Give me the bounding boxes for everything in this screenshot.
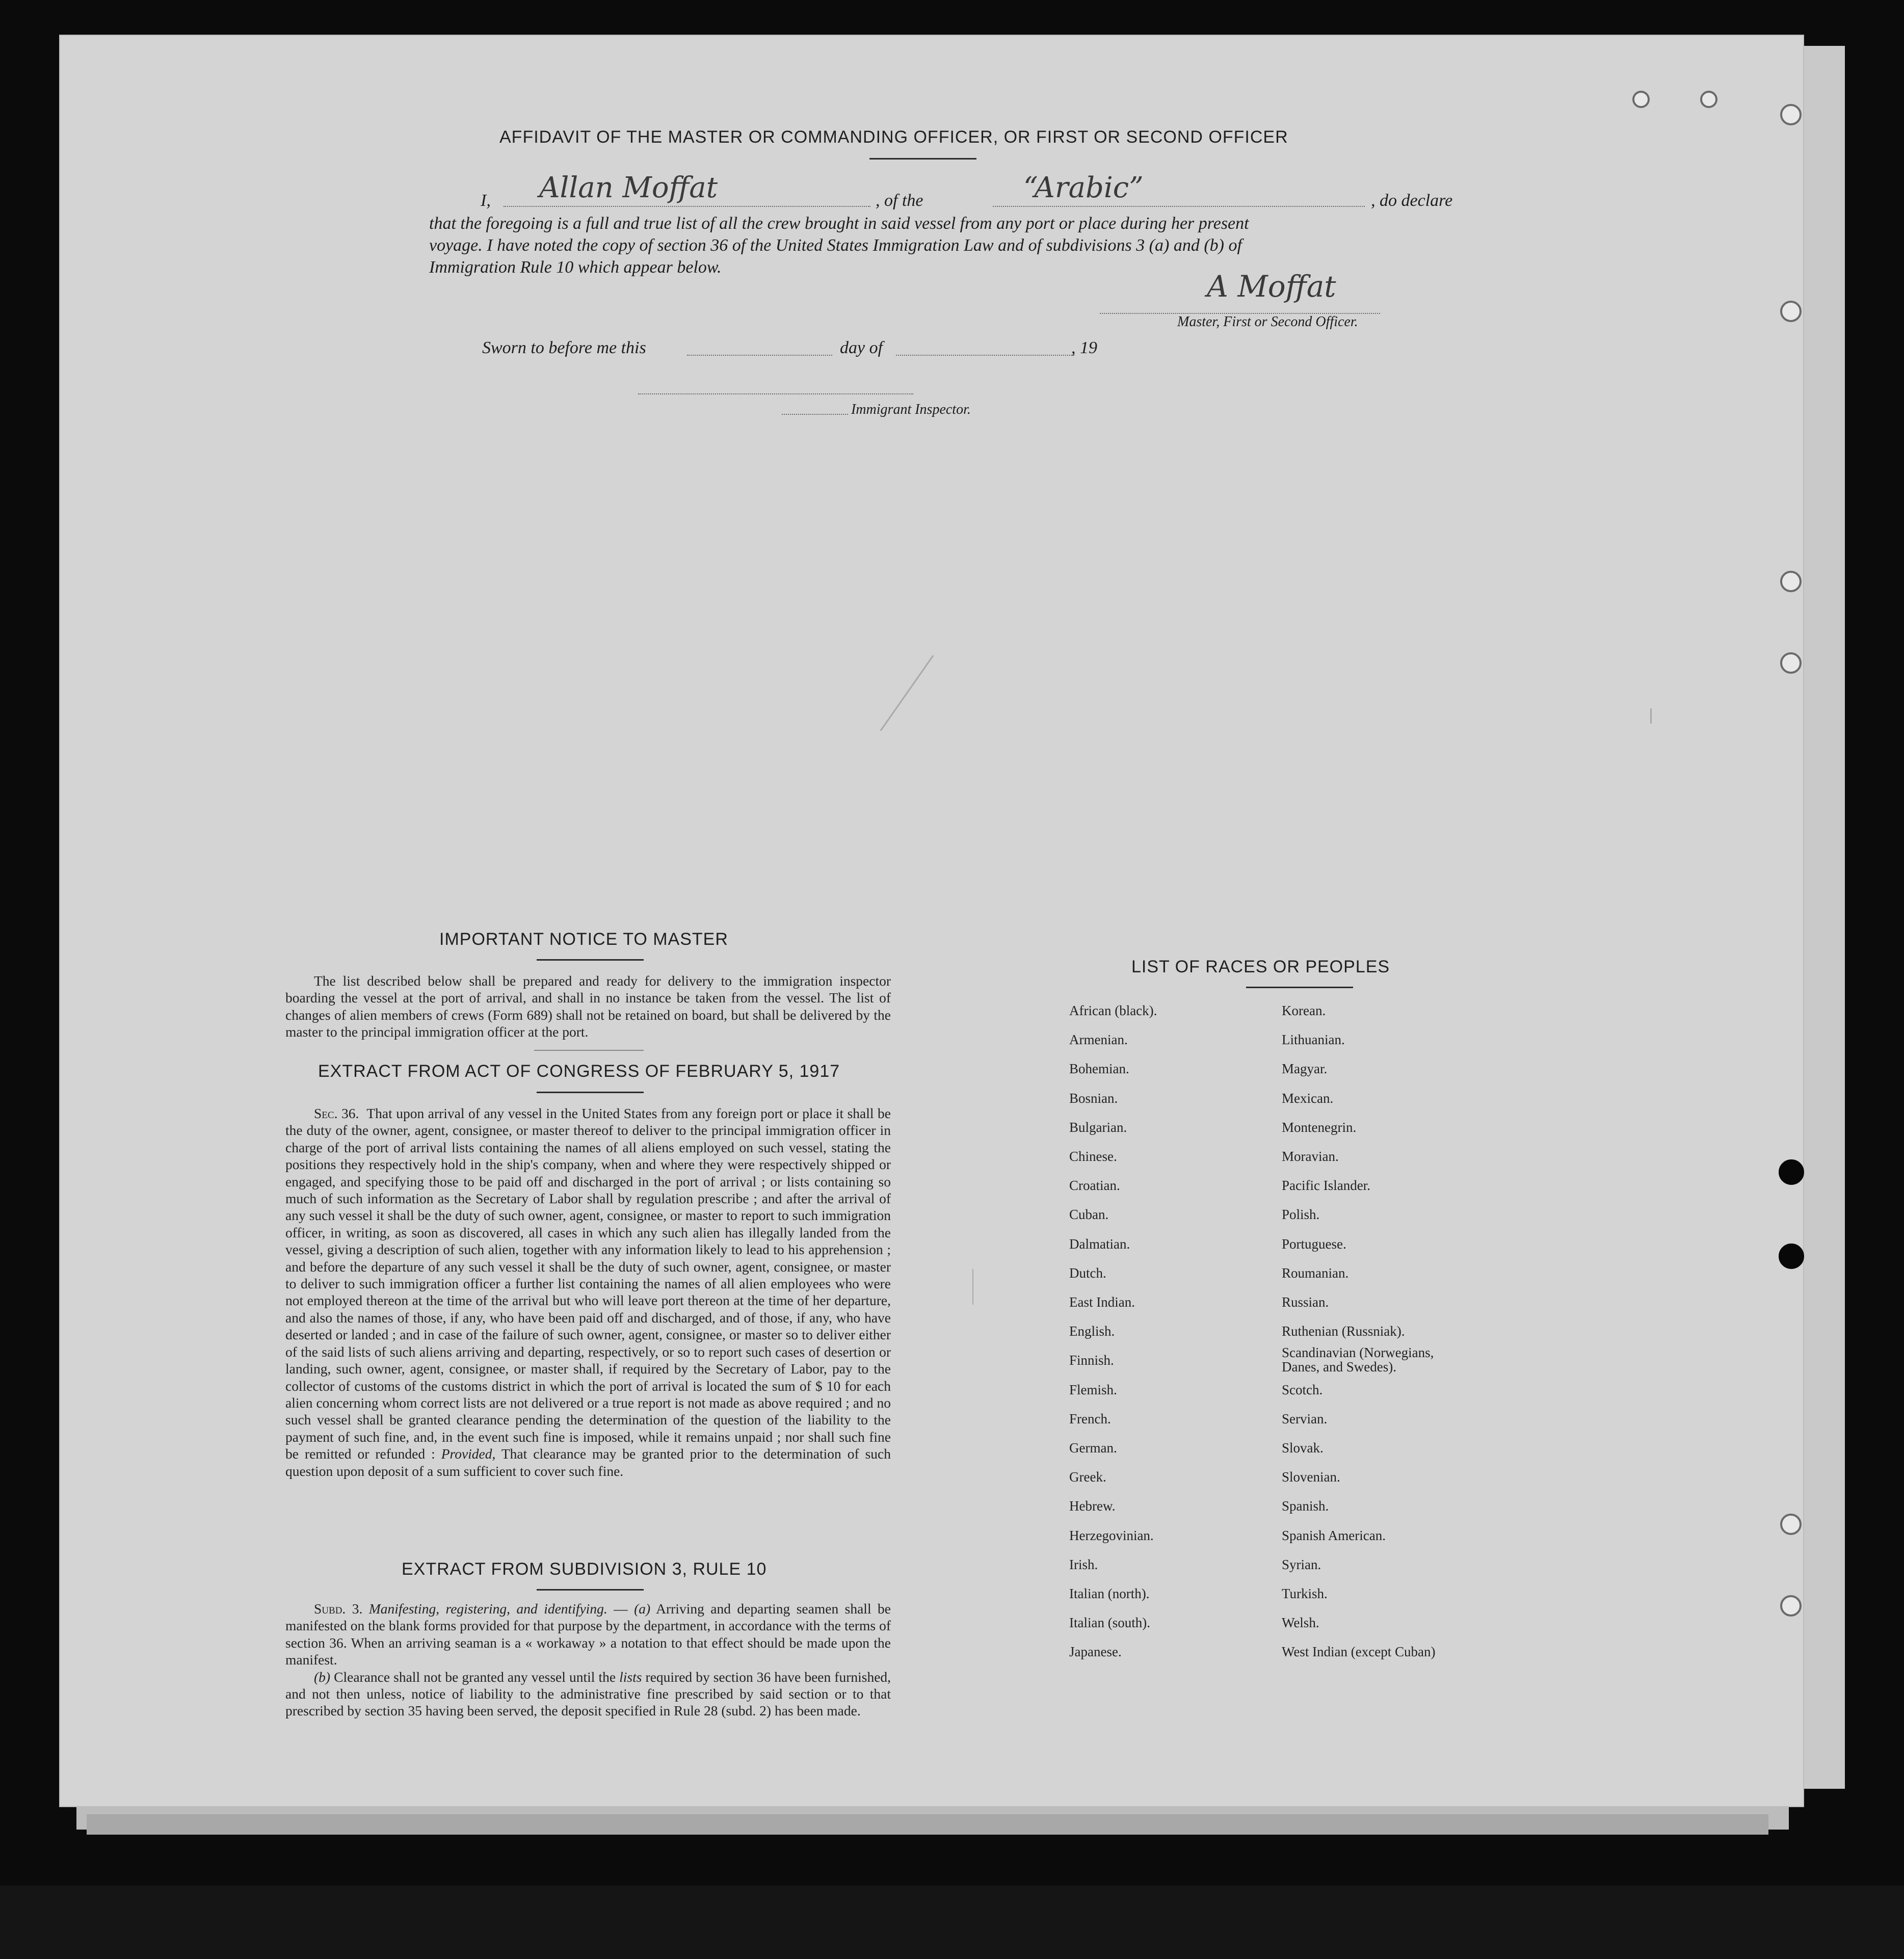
affidavit-line-3: voyage. I have noted the copy of section 36 of the United States Immigration Law and of subdivisions 3 (a) and (b) of — [429, 236, 1242, 255]
notice-title-underline — [537, 959, 644, 961]
affidavit-line-2: that the foregoing is a full and true list of all the crew brought in said vessel from any port or place during her present — [429, 214, 1249, 233]
act-extract-title: EXTRACT FROM ACT OF CONGRESS OF FEBRUARY 5, 1917 — [318, 1062, 840, 1081]
race-item: Hebrew. — [1069, 1498, 1116, 1514]
notice-title: IMPORTANT NOTICE TO MASTER — [439, 930, 728, 949]
inspector-caption: Immigrant Inspector. — [851, 402, 971, 417]
race-item: Slovenian. — [1282, 1469, 1340, 1485]
race-item: Greek. — [1069, 1469, 1106, 1485]
manifest-page — [60, 36, 1803, 1806]
races-title: LIST OF RACES OR PEOPLES — [1131, 957, 1390, 976]
inspector-signature-line — [638, 393, 913, 394]
race-item: Magyar. — [1282, 1061, 1328, 1077]
race-item: Turkish. — [1282, 1586, 1328, 1601]
punch-hole — [1780, 571, 1802, 592]
punch-hole — [1632, 91, 1650, 108]
race-item: Polish. — [1282, 1207, 1320, 1223]
race-item: Spanish American. — [1282, 1527, 1386, 1543]
race-item: Armenian. — [1069, 1032, 1128, 1048]
race-item: Moravian. — [1282, 1149, 1339, 1164]
affidavit-title: AFFIDAVIT OF THE MASTER OR COMMANDING OFFICER, OR FIRST OR SECOND OFFICER — [499, 127, 1288, 147]
do-declare-label: , do declare — [1371, 191, 1453, 210]
race-item: Italian (north). — [1069, 1586, 1150, 1601]
punch-hole — [1780, 301, 1802, 322]
signer-caption: Master, First or Second Officer. — [1177, 314, 1358, 330]
master-name-handwritten: Allan Moffat — [539, 171, 718, 204]
sworn-month-dotted-line — [896, 355, 1074, 356]
part-a-text: Arriving and departing seamen shall be manifested on the blank forms provided for that purpose by the department, in accordance with the terms of section 36. When an arriving seaman is a « workaway » a notation to that effect should be made upon the manifest. — [285, 1601, 891, 1668]
race-item: West Indian (except Cuban) — [1282, 1644, 1436, 1660]
race-item: Pacific Islander. — [1282, 1178, 1370, 1194]
race-item: Bulgarian. — [1069, 1119, 1127, 1135]
race-item: Scotch. — [1282, 1382, 1323, 1397]
part-b-label: (b) — [314, 1669, 331, 1685]
punch-hole — [1780, 1514, 1802, 1535]
affidavit-i-label: I, — [481, 191, 491, 210]
race-item: Irish. — [1069, 1556, 1098, 1572]
race-item: German. — [1069, 1440, 1117, 1455]
race-item: Korean. — [1282, 1003, 1326, 1018]
race-item: Lithuanian. — [1282, 1032, 1345, 1048]
part-b-text-2: required by section 36 have been furnished, and not then unless, notice of liability to the administrative fine prescribed by said section or to that prescribed by section 35 having been served, the deposit specified in Rule 28 (subd. 2) has been made. — [285, 1669, 891, 1719]
name-dotted-line — [504, 206, 870, 207]
punch-hole — [1779, 1159, 1804, 1185]
vessel-dotted-line — [993, 206, 1365, 207]
notice-text: The list described below shall be prepared and ready for delivery to the immigration inspector boarding the vessel at the port of arrival, and shall in no instance be taken from the vessel. The list of changes of alien members of crews (Form 689) shall not be retained on board, but shall be delivered by the master to the principal immigration officer at the port. — [285, 973, 891, 1040]
race-item: East Indian. — [1069, 1294, 1135, 1310]
punch-hole — [1779, 1243, 1804, 1269]
sworn-day-dotted-line — [687, 355, 832, 356]
race-item: Cuban. — [1069, 1207, 1109, 1223]
race-item: Portuguese. — [1282, 1236, 1346, 1252]
race-item: Welsh. — [1282, 1615, 1319, 1631]
race-item: Dutch. — [1069, 1265, 1106, 1281]
scan-border-bottom — [0, 1886, 1904, 1959]
race-item: English. — [1069, 1323, 1115, 1339]
underlying-sheet — [87, 1814, 1768, 1835]
race-item: Slovak. — [1282, 1440, 1324, 1455]
race-item: Dalmatian. — [1069, 1236, 1130, 1252]
race-item: Ruthenian (Russniak). — [1282, 1323, 1405, 1339]
race-item: Roumanian. — [1282, 1265, 1349, 1281]
page-edge — [1804, 46, 1845, 1789]
race-item: Herzegovinian. — [1069, 1527, 1154, 1543]
race-item: Bohemian. — [1069, 1061, 1129, 1077]
race-item: Italian (south). — [1069, 1615, 1150, 1631]
race-item: Finnish. — [1069, 1353, 1114, 1368]
scan-mark — [1650, 708, 1652, 724]
rule-extract-text-block: Subd. 3. Manifesting, registering, and identifying. — (a) Arriving and departing seamen shall be manifested on the blank forms provided for that purpose by the department, in accordance with the terms of section 36. When an arriving seaman is a « workaway » a notation to that effect should be made upon the manifest. (b) Clearance shall not be granted any vessel until the lists required by section 36 have been furnished, and not then unless, notice of liability to the administrative fine prescribed by said section or to that prescribed by section 35 having been served, the deposit specified in Rule 28 (subd. 2) has been made. — [285, 1601, 891, 1719]
race-item: Mexican. — [1282, 1090, 1334, 1106]
year-prefix-label: , 19 — [1071, 338, 1097, 357]
provided-word: Provided, — [441, 1446, 496, 1462]
affidavit-line-4: Immigration Rule 10 which appear below. — [429, 258, 722, 277]
rule-extract-title: EXTRACT FROM SUBDIVISION 3, RULE 10 — [402, 1559, 767, 1579]
race-item: Syrian. — [1282, 1556, 1321, 1572]
notice-text-block — [285, 972, 891, 1041]
vessel-name-handwritten: “Arabic” — [1023, 171, 1144, 204]
race-item: Spanish. — [1282, 1498, 1329, 1514]
act-title-underline — [537, 1092, 644, 1093]
race-item: Scandinavian (Norwegians, Danes, and Swedes). — [1282, 1345, 1434, 1375]
punch-hole — [1780, 1595, 1802, 1617]
subd-heading: Manifesting, registering, and identifying. — [368, 1601, 607, 1617]
races-title-underline — [1246, 987, 1353, 988]
scan-mark — [880, 655, 934, 731]
inspector-dotted-line — [782, 414, 848, 415]
officer-signature: A Moffat — [1207, 269, 1336, 304]
subd-label: Subd. 3. — [314, 1601, 363, 1617]
punch-hole — [1780, 652, 1802, 674]
punch-hole — [1780, 104, 1802, 125]
race-item: Flemish. — [1069, 1382, 1117, 1397]
part-b-lists: lists — [619, 1669, 642, 1685]
race-item: Chinese. — [1069, 1149, 1117, 1164]
act-extract-text-block — [285, 1105, 891, 1479]
race-item: Servian. — [1282, 1411, 1328, 1426]
title-underline — [869, 158, 976, 160]
act-section-text-end: That clearance may be granted prior to the determination of such question upon deposit of a sum sufficient to cover such fine. — [285, 1446, 891, 1479]
race-item: Croatian. — [1069, 1178, 1120, 1194]
part-a-label: (a) — [634, 1601, 651, 1617]
race-item: Japanese. — [1069, 1644, 1122, 1660]
rule-title-underline — [537, 1589, 644, 1591]
act-section-text: That upon arrival of any vessel in the United States from any foreign port or place it shall be the duty of the owner, agent, consignee, or master thereof to deliver to the principal immigration officer in charge of the port of arrival lists containing the names of all aliens employed on such vessel, stating the positions they respectively hold in the ship's company, when and where they were respectively shipped or engaged, and specifying those to be paid off and discharged in the port of arrival ; or lists containing so much of such information as the Secretary of Labor shall by regulation prescribe ; and after the arrival of any such vessel it shall be the duty of such owner, agent, consignee, or master to report to such immigration officer, in writing, as soon as discovered, all cases in which any such alien has illegally landed from the vessel, giving a description of such alien, together with any information likely to lead to his apprehension ; and before the departure of any such vessel it shall be the duty of such owner, agent, consignee, or master to deliver to such immigration officer a further list containing the names of all alien employees who were not employed thereon at the time of the arrival but who will leave port thereon at the time of her departure, and also the names of those, if any, who have been paid off and discharged, and of those, if any, who have deserted or landed ; and in case of the failure of such owner, agent, consignee, or master so to deliver either of the said lists of such aliens arriving and departing, respectively, or so to report such cases of desertion or landing, such owner, agent, consignee, or master shall, if required by the Secretary of Labor, pay to the collector of customs of the customs district in which the port of arrival is located the sum of $ 10 for each alien concerning whom correct lists are not delivered or a true report is not made as above required ; and no such vessel shall be granted clearance pending the determination of the question of the liability to the payment of such fine, and, in the event such fine is imposed, while it remains unpaid ; nor shall such fine be remitted or refunded : — [285, 1105, 891, 1462]
race-item: Montenegrin. — [1282, 1119, 1357, 1135]
punch-hole — [1700, 91, 1717, 108]
race-item: Russian. — [1282, 1294, 1329, 1310]
race-item: French. — [1069, 1411, 1111, 1426]
race-item: Bosnian. — [1069, 1090, 1118, 1106]
section-label: Sec. 36. — [314, 1105, 359, 1121]
race-item: African (black). — [1069, 1003, 1157, 1018]
part-b-text-1: Clearance shall not be granted any vessel until the — [334, 1669, 616, 1685]
of-the-label: , of the — [876, 191, 923, 210]
sworn-label: Sworn to before me this — [482, 338, 646, 357]
scan-mark — [972, 1269, 973, 1305]
day-of-label: day of — [840, 338, 883, 357]
notice-divider — [534, 1050, 644, 1051]
